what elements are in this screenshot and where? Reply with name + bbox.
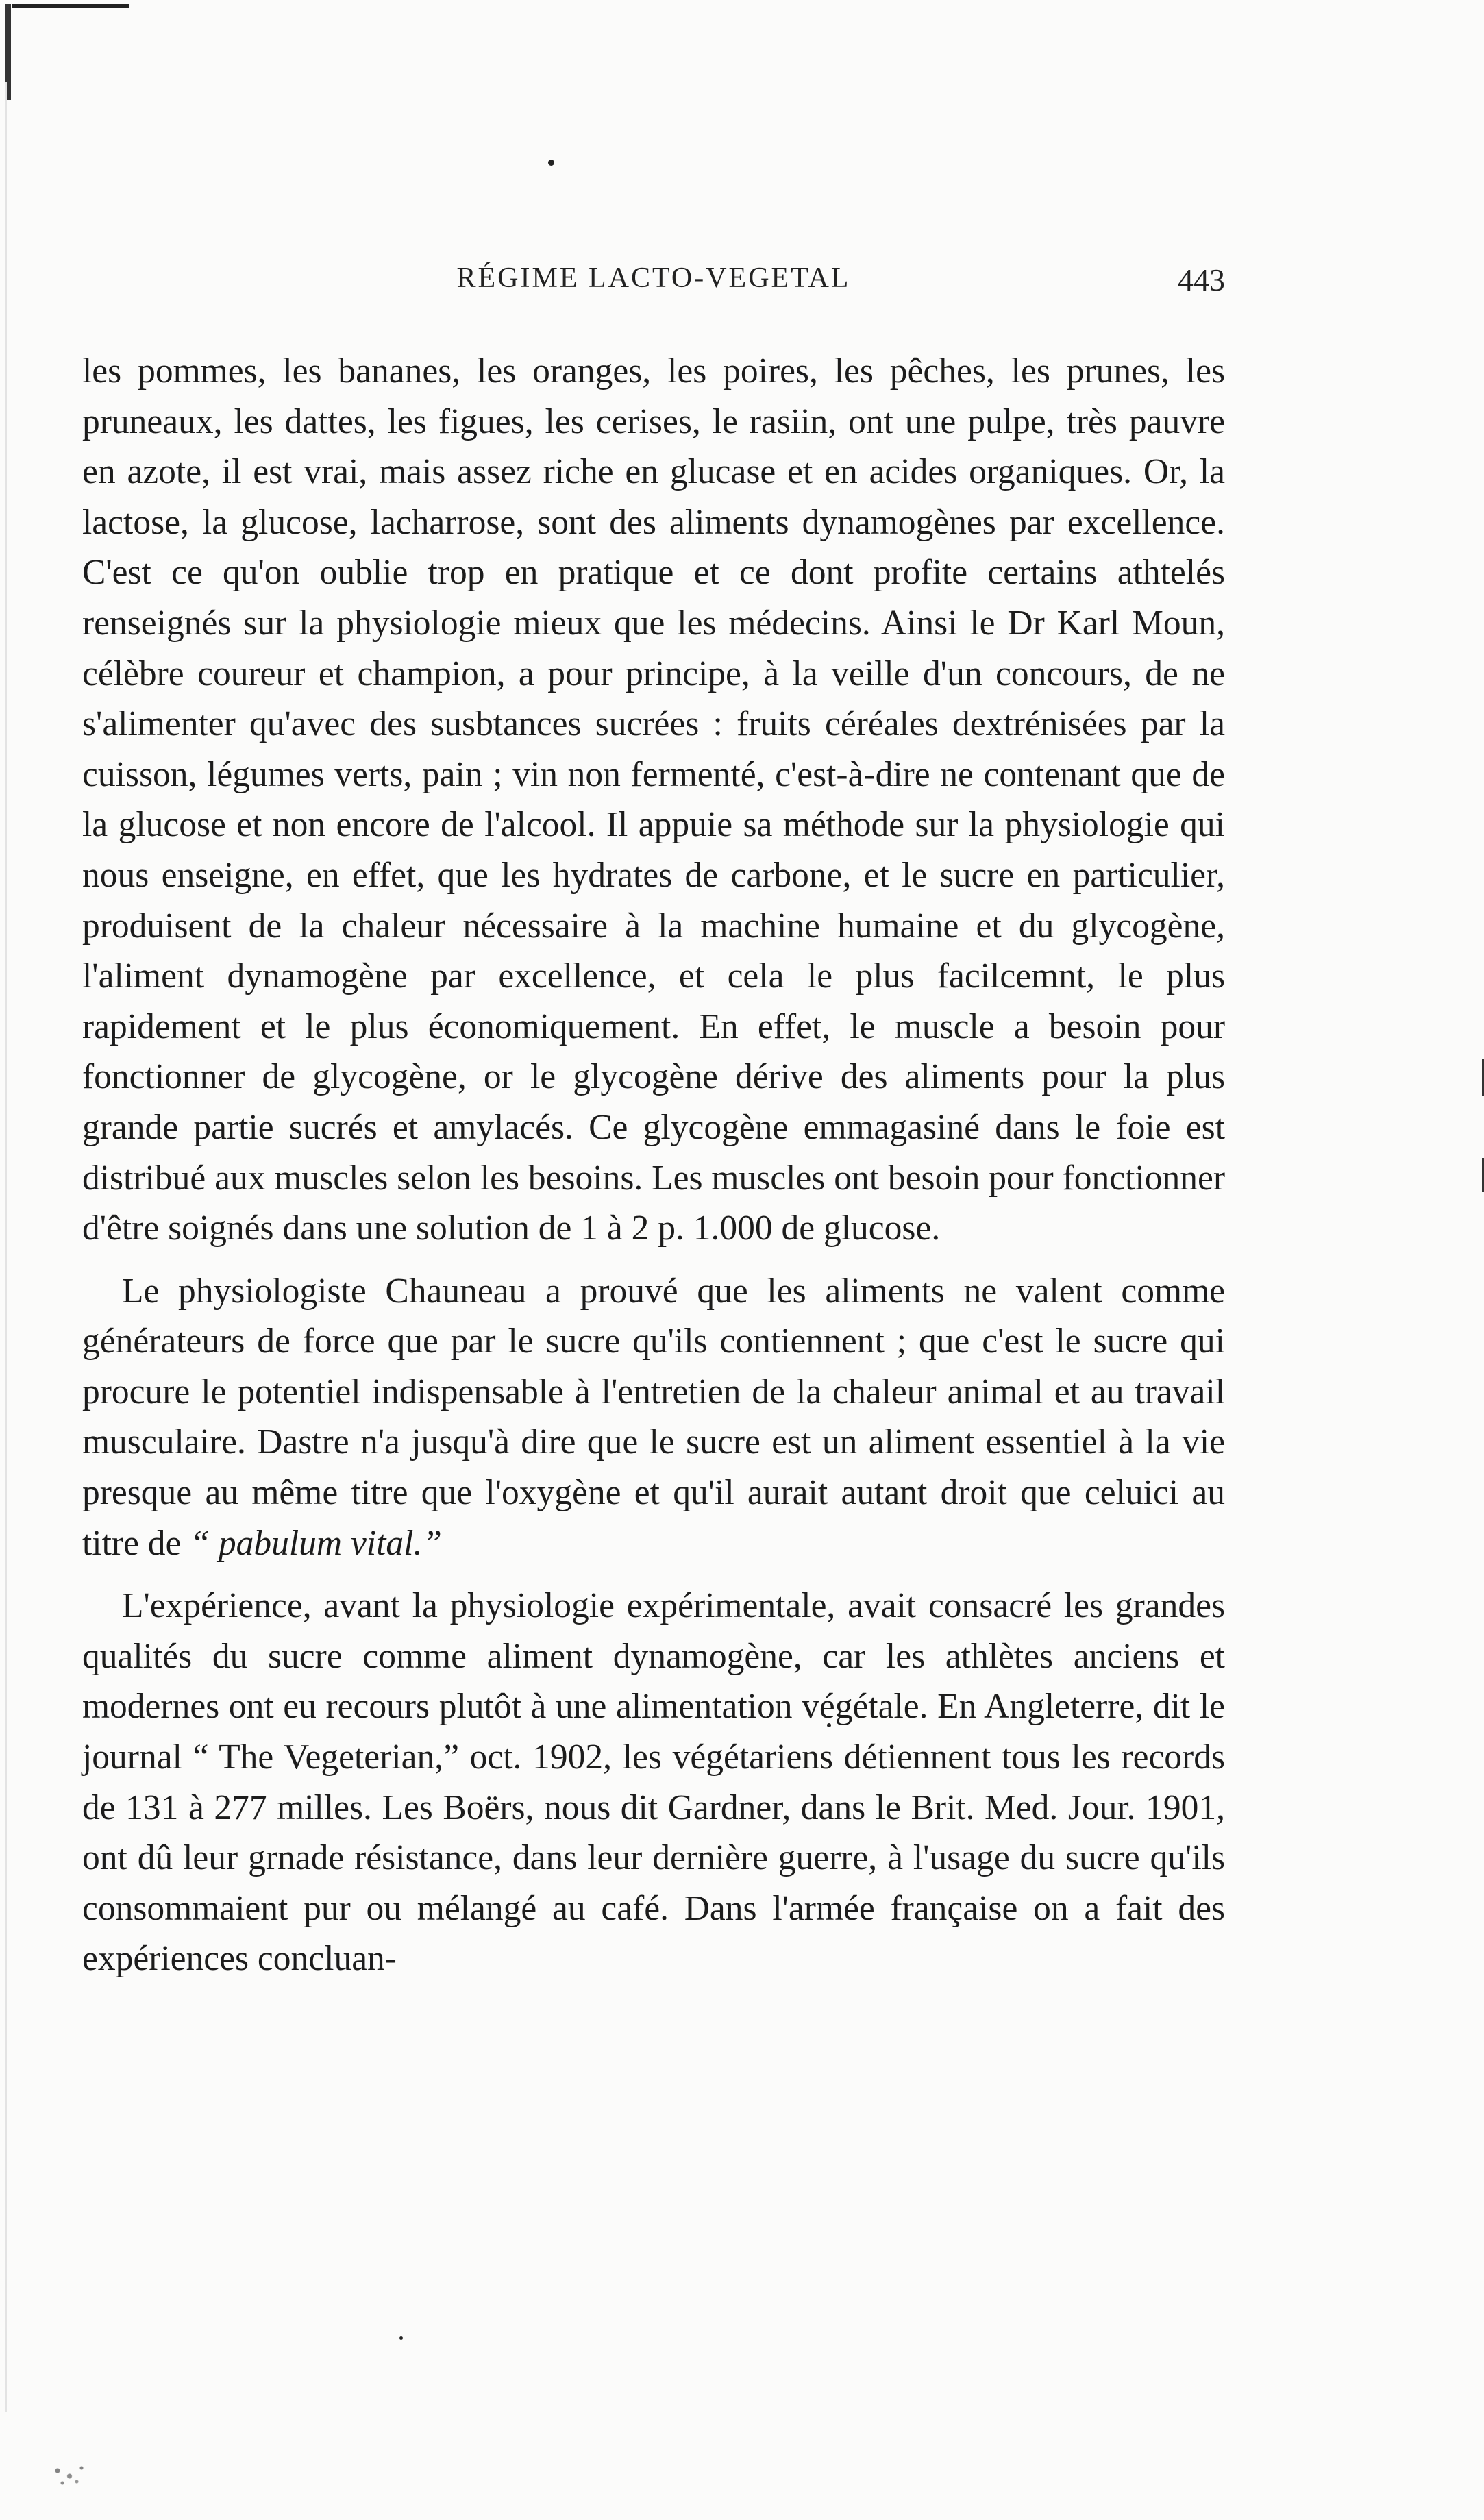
paragraph xyxy=(82,1266,1225,1569)
paragraph xyxy=(82,346,1225,1254)
ink-speck xyxy=(548,160,554,166)
paragraph-text: Le physiologiste Chauneau a prouvé que les aliments ne valent comme générateurs de force que par le sucre qu'ils contiennent ; que c'est le sucre qui procure le potentiel indispensable à l'entretien de la chaleur animal et au travail musculaire. Dastre n'a jusqu'à dire que le sucre est un aliment essentiel à la vie presque au même titre que l'oxygène et qu'il aurait autant droit que celuici au titre de xyxy=(82,1271,1225,1563)
running-title: RÉGIME LACTO-VEGETAL xyxy=(456,262,851,294)
ink-speck xyxy=(399,2336,403,2340)
paragraph-text: les pommes, les bananes, les oranges, les poires, les pêches, les prunes, les pruneaux, les dattes, les figues, les cerises, le rasiin, ont une pulpe, très pauvre en azote, il est vrai, mais assez riche en glucase et en acides organiques. Or, la lactose, la glucose, lacharrose, sont des aliments dynamogènes par excellence. C'est ce qu'on oublie trop en pratique et ce dont profite certains athtelés renseignés sur la physiologie mieux que les médecins. Ainsi le Dr Karl Moun, célèbre coureur et champion, a pour principe, à la veille d'un concours, de ne s'alimenter qu'avec des susbtances sucrées : fruits céréales dextrénisées par la cuisson, légumes verts, pain ; vin non fermenté, c'est-à-dire ne contenant que de la glucose et non encore de l'alcool. Il appuie sa méthode sur la physiologie qui nous enseigne, en effet, que les hydrates de carbone, et le sucre en particulier, produisent de la chaleur nécessaire à la machine humaine et du glycogène, l'aliment dynamogène par excellence, et cela le plus facilcemnt, le plus rapidement et le plus économiquement. En effet, le muscle a besoin pour fonctionner de glycogène, or le glycogène dérive des aliments pour la plus grande partie sucrés et amylacés. Ce glycogène emmagasiné dans le foie est distribué aux muscles selon les besoins. Les muscles ont besoin pour fonctionner d'être soignés dans une solution de 1 à 2 p. 1.000 de glucose. xyxy=(82,351,1225,1248)
page-number: 443 xyxy=(1178,262,1225,297)
scan-corner-mark xyxy=(12,4,129,18)
latin-quote: “ pabulum vital.” xyxy=(190,1523,442,1563)
paragraph-text: L'expérience, avant la physiologie expérimentale, avait consacré les grandes qualités du sucre comme aliment dynamogène, car les athlètes anciens et modernes ont eu recours plutôt à une alimentation végétale. En Angleterre, dit le journal “ The Vegeterian,” oct. 1902, les végétariens détiennent tous les records de 131 à 277 milles. Les Boërs, nous dit Gardner, dans le Brit. Med. Jour. 1901, ont dû leur grnade résistance, dans leur dernière guerre, à l'usage du sucre qu'ils consommaient pur ou mélangé au café. Dans l'armée française on a fait des expériences concluan- xyxy=(82,1586,1225,1979)
page-header xyxy=(82,262,1225,317)
body-text xyxy=(82,346,1225,1997)
paragraph xyxy=(82,1581,1225,1984)
binding-edge xyxy=(5,82,7,2412)
ink-stain xyxy=(48,2460,96,2487)
